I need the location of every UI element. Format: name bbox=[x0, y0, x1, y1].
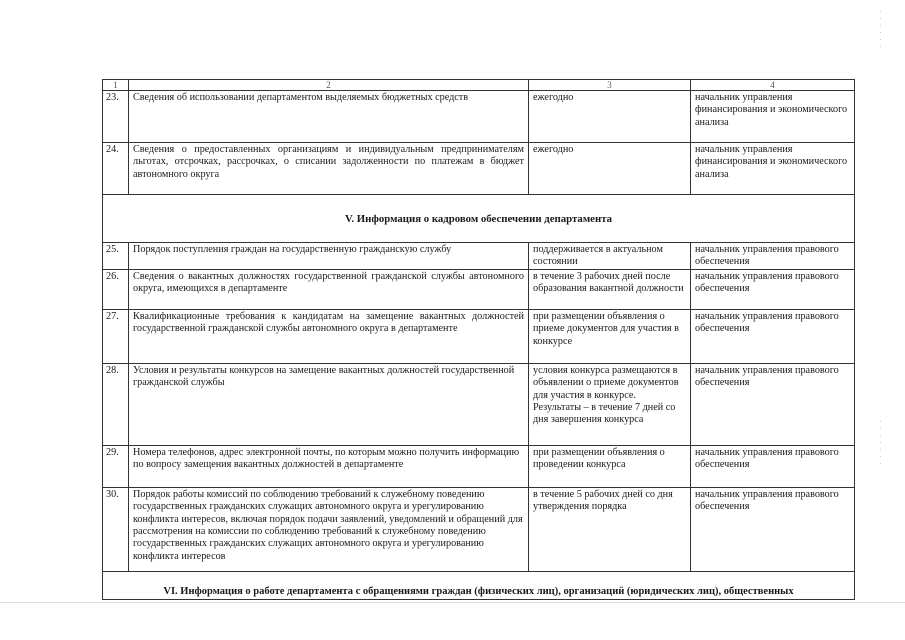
row-number: 29. bbox=[103, 445, 129, 487]
row-number: 27. bbox=[103, 309, 129, 363]
scan-artifact-right-lower: . . . . . . . bbox=[878, 420, 887, 467]
section-heading: V. Информация о кадровом обеспечении департамента bbox=[103, 195, 855, 243]
row-responsible: начальник управления правового обеспечения bbox=[691, 363, 855, 445]
table-row bbox=[103, 269, 855, 309]
row-text: Условия и результаты конкурсов на замещение вакантных должностей государственной гражданской службы bbox=[129, 363, 529, 445]
table-row bbox=[103, 243, 855, 270]
section-heading-row bbox=[103, 571, 855, 599]
row-responsible: начальник управления правового обеспечения bbox=[691, 309, 855, 363]
row-text: Сведения о вакантных должностях государственной гражданской службы автономного округа, имеющихся в департаменте bbox=[129, 269, 529, 309]
row-period: ежегодно bbox=[529, 91, 691, 143]
row-text: Сведения об использовании департаментом выделяемых бюджетных средств bbox=[129, 91, 529, 143]
table-row bbox=[103, 487, 855, 571]
row-number: 28. bbox=[103, 363, 129, 445]
row-responsible: начальник управления финансирования и экономического анализа bbox=[691, 91, 855, 143]
row-text: Номера телефонов, адрес электронной почты, по которым можно получить информацию по вопросу замещения вакантных должностей в департаменте bbox=[129, 445, 529, 487]
section-heading-row bbox=[103, 195, 855, 243]
row-number: 25. bbox=[103, 243, 129, 270]
column-number: 1 bbox=[103, 80, 129, 91]
document-table bbox=[102, 79, 855, 600]
table-row bbox=[103, 91, 855, 143]
row-period: при размещении объявления о приеме документов для участия в конкурсе bbox=[529, 309, 691, 363]
table-row bbox=[103, 309, 855, 363]
row-period: поддерживается в актуальном состоянии bbox=[529, 243, 691, 270]
row-number: 30. bbox=[103, 487, 129, 571]
table-row bbox=[103, 363, 855, 445]
row-text: Порядок работы комиссий по соблюдению требований к служебному поведению государственных гражданских служащих автономного округа и урегулированию конфликта интересов, включая порядок подачи заявлений, уведомлений и обращений для рассмотрения на комиссии по соблюдению требований к служебному поведению государственных гражданских служащих автономного округа и урегулированию конфликта интересов bbox=[129, 487, 529, 571]
row-period: ежегодно bbox=[529, 143, 691, 195]
column-number: 2 bbox=[129, 80, 529, 91]
row-responsible: начальник управления правового обеспечения bbox=[691, 243, 855, 270]
row-responsible: начальник управления правового обеспечения bbox=[691, 487, 855, 571]
row-number: 24. bbox=[103, 143, 129, 195]
row-text: Порядок поступления граждан на государственную гражданскую службу bbox=[129, 243, 529, 270]
row-period: в течение 5 рабочих дней со дня утверждения порядка bbox=[529, 487, 691, 571]
table-row bbox=[103, 143, 855, 195]
table-row bbox=[103, 445, 855, 487]
scan-artifact-right: . . . . . . bbox=[878, 10, 887, 49]
row-text: Сведения о предоставленных организациям и индивидуальным предпринимателям льготах, отсрочках, рассрочках, о списании задолженности по платежам в бюджет автономного округа bbox=[129, 143, 529, 195]
column-number: 3 bbox=[529, 80, 691, 91]
row-responsible: начальник управления финансирования и экономического анализа bbox=[691, 143, 855, 195]
scan-artifact-bottom bbox=[0, 602, 905, 603]
row-period: условия конкурса размещаются в объявлении о приеме документов для участия в конкурсе. Результаты – в течение 7 дней со дня завершения конкурса bbox=[529, 363, 691, 445]
row-period: в течение 3 рабочих дней после образования вакантной должности bbox=[529, 269, 691, 309]
column-number-row bbox=[103, 80, 855, 91]
row-period: при размещении объявления о проведении конкурса bbox=[529, 445, 691, 487]
row-number: 26. bbox=[103, 269, 129, 309]
row-responsible: начальник управления правового обеспечения bbox=[691, 445, 855, 487]
row-responsible: начальник управления правового обеспечения bbox=[691, 269, 855, 309]
row-number: 23. bbox=[103, 91, 129, 143]
column-number: 4 bbox=[691, 80, 855, 91]
row-text: Квалификационные требования к кандидатам на замещение вакантных должностей государственной гражданской службы автономного округа в департаменте bbox=[129, 309, 529, 363]
section-heading: VI. Информация о работе департамента с обращениями граждан (физических лиц), организаций (юридических лиц), общественных bbox=[103, 571, 855, 599]
